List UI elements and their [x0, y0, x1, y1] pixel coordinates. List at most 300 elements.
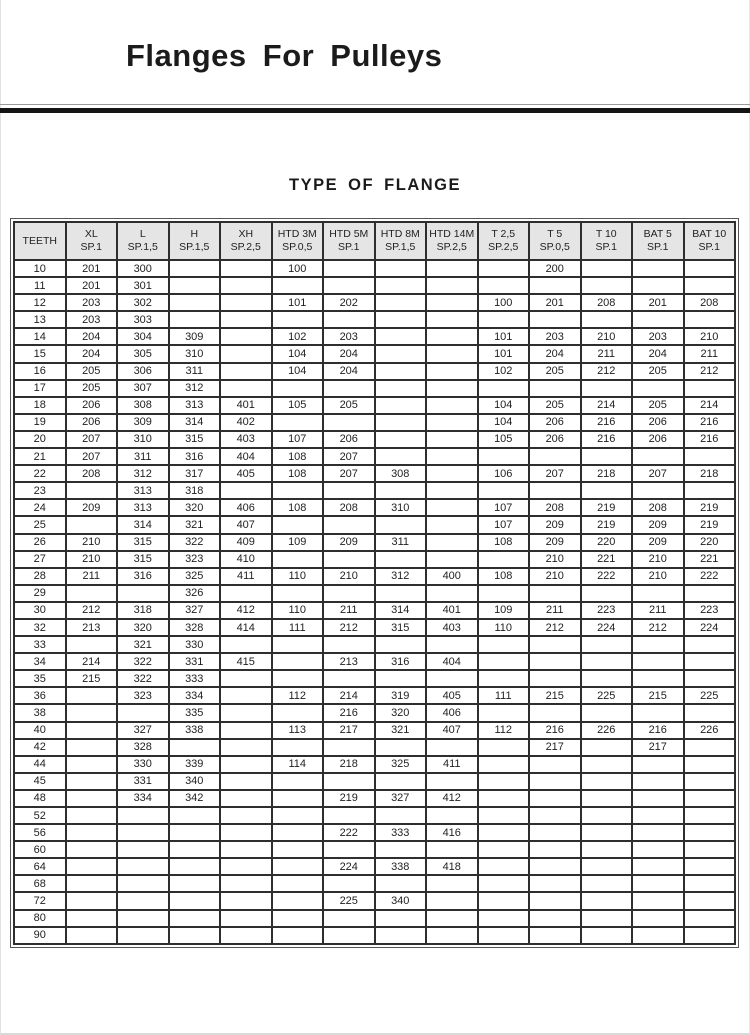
part-number-cell: 214 — [581, 397, 633, 414]
part-number-cell — [272, 910, 324, 927]
teeth-cell: 17 — [14, 380, 66, 397]
teeth-cell: 33 — [14, 636, 66, 653]
part-number-cell — [66, 773, 118, 790]
part-number-cell: 106 — [478, 465, 530, 482]
part-number-cell: 327 — [375, 790, 427, 807]
part-number-cell — [272, 841, 324, 858]
flange-table-header-row — [14, 222, 735, 260]
part-number-cell: 201 — [66, 277, 118, 294]
part-number-cell: 334 — [117, 790, 169, 807]
teeth-cell: 22 — [14, 465, 66, 482]
part-number-cell — [426, 380, 478, 397]
part-number-cell: 107 — [478, 516, 530, 533]
table-row — [14, 858, 735, 875]
part-number-cell: 101 — [478, 328, 530, 345]
table-row — [14, 824, 735, 841]
part-number-cell: 414 — [220, 619, 272, 636]
part-number-cell: 216 — [529, 722, 581, 739]
part-number-cell: 321 — [169, 516, 221, 533]
part-number-cell — [684, 448, 736, 465]
part-number-cell — [426, 892, 478, 909]
part-number-cell — [632, 858, 684, 875]
part-number-cell: 303 — [117, 311, 169, 328]
part-number-cell: 411 — [426, 756, 478, 773]
table-row — [14, 602, 735, 619]
part-number-cell: 328 — [169, 619, 221, 636]
part-number-cell: 333 — [375, 824, 427, 841]
part-number-cell: 219 — [581, 499, 633, 516]
part-number-cell: 210 — [632, 568, 684, 585]
part-number-cell: 206 — [632, 414, 684, 431]
part-number-cell: 200 — [529, 260, 581, 277]
part-number-cell: 328 — [117, 739, 169, 756]
part-number-cell — [272, 653, 324, 670]
part-number-cell: 111 — [478, 687, 530, 704]
part-number-cell: 219 — [684, 499, 736, 516]
part-number-cell: 108 — [272, 465, 324, 482]
part-number-cell — [684, 910, 736, 927]
part-number-cell — [169, 875, 221, 892]
part-number-cell: 403 — [426, 619, 478, 636]
part-number-cell — [426, 807, 478, 824]
part-number-cell — [529, 824, 581, 841]
part-number-cell: 339 — [169, 756, 221, 773]
part-number-cell: 113 — [272, 722, 324, 739]
part-number-cell — [426, 585, 478, 602]
teeth-cell: 72 — [14, 892, 66, 909]
part-number-cell: 315 — [117, 534, 169, 551]
part-number-cell — [169, 807, 221, 824]
part-number-cell: 104 — [272, 345, 324, 362]
column-pitch-label: SP.1,5 — [127, 241, 158, 253]
table-row — [14, 875, 735, 892]
part-number-cell: 318 — [169, 482, 221, 499]
part-number-cell: 225 — [323, 892, 375, 909]
part-number-cell: 216 — [684, 414, 736, 431]
part-number-cell: 409 — [220, 534, 272, 551]
part-number-cell: 401 — [220, 397, 272, 414]
part-number-cell — [529, 277, 581, 294]
part-number-cell — [426, 875, 478, 892]
column-label: BAT 10 — [692, 228, 727, 241]
part-number-cell: 314 — [169, 414, 221, 431]
part-number-cell — [220, 311, 272, 328]
part-number-cell — [117, 807, 169, 824]
part-number-cell: 211 — [684, 345, 736, 362]
part-number-cell — [169, 892, 221, 909]
part-number-cell: 217 — [529, 739, 581, 756]
part-number-cell: 331 — [169, 653, 221, 670]
part-number-cell: 401 — [426, 602, 478, 619]
part-number-cell: 209 — [529, 516, 581, 533]
part-number-cell — [272, 380, 324, 397]
part-number-cell — [478, 260, 530, 277]
part-number-cell: 319 — [375, 687, 427, 704]
part-number-cell: 110 — [272, 568, 324, 585]
part-number-cell — [426, 773, 478, 790]
part-number-cell — [220, 380, 272, 397]
part-number-cell: 210 — [529, 551, 581, 568]
part-number-cell: 213 — [66, 619, 118, 636]
part-number-cell — [426, 910, 478, 927]
part-number-cell: 307 — [117, 380, 169, 397]
part-number-cell: 205 — [632, 397, 684, 414]
part-number-cell — [478, 858, 530, 875]
column-pitch-label: SP.1,5 — [385, 241, 416, 253]
part-number-cell: 327 — [169, 602, 221, 619]
part-number-cell: 206 — [632, 431, 684, 448]
part-number-cell: 217 — [632, 739, 684, 756]
column-header — [581, 222, 633, 260]
part-number-cell: 320 — [117, 619, 169, 636]
part-number-cell — [478, 311, 530, 328]
column-header — [684, 222, 736, 260]
part-number-cell: 102 — [478, 363, 530, 380]
part-number-cell: 105 — [272, 397, 324, 414]
table-row — [14, 892, 735, 909]
teeth-cell: 32 — [14, 619, 66, 636]
part-number-cell — [529, 807, 581, 824]
part-number-cell: 210 — [66, 551, 118, 568]
column-label: L — [139, 228, 146, 241]
part-number-cell: 205 — [529, 363, 581, 380]
part-number-cell — [272, 739, 324, 756]
part-number-cell — [478, 653, 530, 670]
column-label: HTD 5M — [329, 228, 369, 241]
part-number-cell — [323, 841, 375, 858]
part-number-cell: 100 — [272, 260, 324, 277]
part-number-cell: 322 — [169, 534, 221, 551]
part-number-cell — [375, 431, 427, 448]
part-number-cell: 310 — [117, 431, 169, 448]
part-number-cell — [66, 875, 118, 892]
part-number-cell: 211 — [632, 602, 684, 619]
part-number-cell — [684, 277, 736, 294]
part-number-cell — [426, 927, 478, 944]
part-number-cell: 322 — [117, 653, 169, 670]
part-number-cell: 108 — [478, 568, 530, 585]
part-number-cell: 313 — [169, 397, 221, 414]
part-number-cell — [66, 910, 118, 927]
part-number-cell — [581, 636, 633, 653]
part-number-cell — [169, 841, 221, 858]
part-number-cell: 211 — [323, 602, 375, 619]
part-number-cell — [581, 670, 633, 687]
part-number-cell — [684, 739, 736, 756]
part-number-cell — [375, 482, 427, 499]
part-number-cell — [581, 482, 633, 499]
table-row — [14, 482, 735, 499]
part-number-cell — [220, 892, 272, 909]
part-number-cell — [478, 875, 530, 892]
part-number-cell: 207 — [323, 465, 375, 482]
part-number-cell: 203 — [529, 328, 581, 345]
part-number-cell — [220, 482, 272, 499]
column-label: HTD 3M — [277, 228, 317, 241]
part-number-cell: 107 — [272, 431, 324, 448]
part-number-cell — [220, 790, 272, 807]
part-number-cell: 219 — [581, 516, 633, 533]
part-number-cell: 403 — [220, 431, 272, 448]
table-row — [14, 499, 735, 516]
part-number-cell: 406 — [426, 704, 478, 721]
table-row — [14, 910, 735, 927]
part-number-cell — [426, 739, 478, 756]
part-number-cell — [684, 585, 736, 602]
part-number-cell: 402 — [220, 414, 272, 431]
part-number-cell — [632, 756, 684, 773]
column-label: XH — [238, 228, 254, 241]
part-number-cell — [117, 858, 169, 875]
part-number-cell: 212 — [632, 619, 684, 636]
part-number-cell: 207 — [632, 465, 684, 482]
teeth-cell: 20 — [14, 431, 66, 448]
part-number-cell: 320 — [375, 704, 427, 721]
part-number-cell: 321 — [375, 722, 427, 739]
part-number-cell — [426, 448, 478, 465]
part-number-cell — [581, 448, 633, 465]
part-number-cell — [117, 892, 169, 909]
part-number-cell — [426, 260, 478, 277]
part-number-cell: 208 — [684, 294, 736, 311]
part-number-cell: 416 — [426, 824, 478, 841]
column-pitch-label: SP.0,5 — [539, 241, 570, 253]
column-label: BAT 5 — [643, 228, 672, 241]
column-header — [323, 222, 375, 260]
part-number-cell — [426, 345, 478, 362]
part-number-cell: 209 — [632, 534, 684, 551]
part-number-cell: 211 — [66, 568, 118, 585]
part-number-cell — [66, 807, 118, 824]
part-number-cell — [529, 910, 581, 927]
part-number-cell — [581, 311, 633, 328]
part-number-cell — [220, 294, 272, 311]
part-number-cell — [66, 636, 118, 653]
part-number-cell: 209 — [529, 534, 581, 551]
table-row — [14, 397, 735, 414]
part-number-cell — [169, 824, 221, 841]
part-number-cell: 206 — [323, 431, 375, 448]
part-number-cell — [220, 722, 272, 739]
part-number-cell: 206 — [529, 414, 581, 431]
table-row — [14, 294, 735, 311]
part-number-cell — [220, 636, 272, 653]
part-number-cell — [478, 892, 530, 909]
part-number-cell — [323, 260, 375, 277]
part-number-cell — [220, 739, 272, 756]
part-number-cell — [684, 636, 736, 653]
part-number-cell: 102 — [272, 328, 324, 345]
part-number-cell — [375, 739, 427, 756]
part-number-cell: 226 — [581, 722, 633, 739]
table-row — [14, 653, 735, 670]
part-number-cell — [684, 807, 736, 824]
part-number-cell — [323, 875, 375, 892]
part-number-cell: 313 — [117, 499, 169, 516]
part-number-cell: 318 — [117, 602, 169, 619]
teeth-cell: 10 — [14, 260, 66, 277]
part-number-cell: 204 — [66, 345, 118, 362]
part-number-cell — [323, 773, 375, 790]
part-number-cell: 208 — [66, 465, 118, 482]
part-number-cell: 201 — [529, 294, 581, 311]
teeth-cell: 13 — [14, 311, 66, 328]
part-number-cell — [220, 328, 272, 345]
part-number-cell — [478, 448, 530, 465]
column-label: T 5 — [547, 228, 563, 241]
part-number-cell: 315 — [375, 619, 427, 636]
part-number-cell — [632, 482, 684, 499]
table-row — [14, 345, 735, 362]
part-number-cell — [684, 790, 736, 807]
part-number-cell — [169, 260, 221, 277]
part-number-cell — [117, 927, 169, 944]
column-header — [66, 222, 118, 260]
part-number-cell: 407 — [426, 722, 478, 739]
part-number-cell — [684, 380, 736, 397]
part-number-cell: 407 — [220, 516, 272, 533]
part-number-cell — [66, 824, 118, 841]
part-number-cell: 222 — [323, 824, 375, 841]
part-number-cell: 326 — [169, 585, 221, 602]
part-number-cell: 325 — [375, 756, 427, 773]
part-number-cell: 216 — [581, 414, 633, 431]
part-number-cell — [529, 670, 581, 687]
part-number-cell — [478, 773, 530, 790]
part-number-cell — [632, 704, 684, 721]
teeth-cell: 30 — [14, 602, 66, 619]
table-row — [14, 431, 735, 448]
table-row — [14, 380, 735, 397]
column-pitch-label: SP.1 — [338, 241, 360, 253]
part-number-cell: 204 — [66, 328, 118, 345]
part-number-cell: 316 — [117, 568, 169, 585]
part-number-cell: 217 — [323, 722, 375, 739]
column-label: T 10 — [595, 228, 617, 241]
table-row — [14, 790, 735, 807]
part-number-cell — [66, 841, 118, 858]
part-number-cell — [478, 380, 530, 397]
part-number-cell — [632, 636, 684, 653]
table-row — [14, 568, 735, 585]
part-number-cell — [632, 260, 684, 277]
part-number-cell — [426, 465, 478, 482]
part-number-cell — [684, 670, 736, 687]
part-number-cell: 225 — [581, 687, 633, 704]
part-number-cell — [426, 414, 478, 431]
divider-thick-line — [0, 108, 750, 113]
part-number-cell: 222 — [581, 568, 633, 585]
part-number-cell: 109 — [272, 534, 324, 551]
part-number-cell — [272, 858, 324, 875]
table-row — [14, 807, 735, 824]
part-number-cell — [117, 841, 169, 858]
part-number-cell — [375, 910, 427, 927]
part-number-cell: 214 — [66, 653, 118, 670]
part-number-cell: 105 — [478, 431, 530, 448]
part-number-cell: 313 — [117, 482, 169, 499]
table-row — [14, 687, 735, 704]
part-number-cell — [117, 875, 169, 892]
table-row — [14, 551, 735, 568]
part-number-cell: 400 — [426, 568, 478, 585]
part-number-cell: 203 — [323, 328, 375, 345]
part-number-cell: 213 — [323, 653, 375, 670]
part-number-cell: 302 — [117, 294, 169, 311]
part-number-cell — [272, 704, 324, 721]
part-number-cell — [323, 585, 375, 602]
part-number-cell — [272, 875, 324, 892]
part-number-cell: 206 — [66, 414, 118, 431]
part-number-cell: 204 — [323, 363, 375, 380]
part-number-cell — [426, 363, 478, 380]
part-number-cell — [426, 534, 478, 551]
teeth-cell: 38 — [14, 704, 66, 721]
part-number-cell: 314 — [117, 516, 169, 533]
part-number-cell: 208 — [632, 499, 684, 516]
part-number-cell: 207 — [66, 448, 118, 465]
flange-table-body — [14, 260, 735, 944]
part-number-cell — [272, 516, 324, 533]
part-number-cell: 304 — [117, 328, 169, 345]
part-number-cell: 311 — [375, 534, 427, 551]
part-number-cell: 300 — [117, 260, 169, 277]
part-number-cell — [478, 670, 530, 687]
column-header — [478, 222, 530, 260]
part-number-cell: 210 — [684, 328, 736, 345]
flange-table — [13, 221, 736, 945]
part-number-cell — [220, 773, 272, 790]
part-number-cell: 201 — [66, 260, 118, 277]
part-number-cell: 317 — [169, 465, 221, 482]
part-number-cell — [478, 482, 530, 499]
part-number-cell — [220, 807, 272, 824]
part-number-cell: 338 — [169, 722, 221, 739]
part-number-cell: 210 — [632, 551, 684, 568]
part-number-cell — [375, 328, 427, 345]
table-row — [14, 841, 735, 858]
part-number-cell: 412 — [426, 790, 478, 807]
part-number-cell: 212 — [323, 619, 375, 636]
part-number-cell — [66, 927, 118, 944]
teeth-cell: 14 — [14, 328, 66, 345]
teeth-cell: 35 — [14, 670, 66, 687]
part-number-cell — [581, 790, 633, 807]
part-number-cell — [272, 277, 324, 294]
part-number-cell: 310 — [169, 345, 221, 362]
part-number-cell: 212 — [66, 602, 118, 619]
part-number-cell — [529, 773, 581, 790]
teeth-cell: 11 — [14, 277, 66, 294]
part-number-cell — [581, 807, 633, 824]
part-number-cell: 109 — [478, 602, 530, 619]
part-number-cell — [272, 670, 324, 687]
part-number-cell: 404 — [426, 653, 478, 670]
part-number-cell — [375, 311, 427, 328]
part-number-cell: 216 — [323, 704, 375, 721]
teeth-cell: 45 — [14, 773, 66, 790]
part-number-cell — [375, 807, 427, 824]
part-number-cell — [581, 824, 633, 841]
column-header — [426, 222, 478, 260]
part-number-cell — [632, 824, 684, 841]
part-number-cell: 342 — [169, 790, 221, 807]
part-number-cell — [117, 824, 169, 841]
part-number-cell: 205 — [66, 363, 118, 380]
part-number-cell: 335 — [169, 704, 221, 721]
part-number-cell: 216 — [581, 431, 633, 448]
part-number-cell — [169, 311, 221, 328]
